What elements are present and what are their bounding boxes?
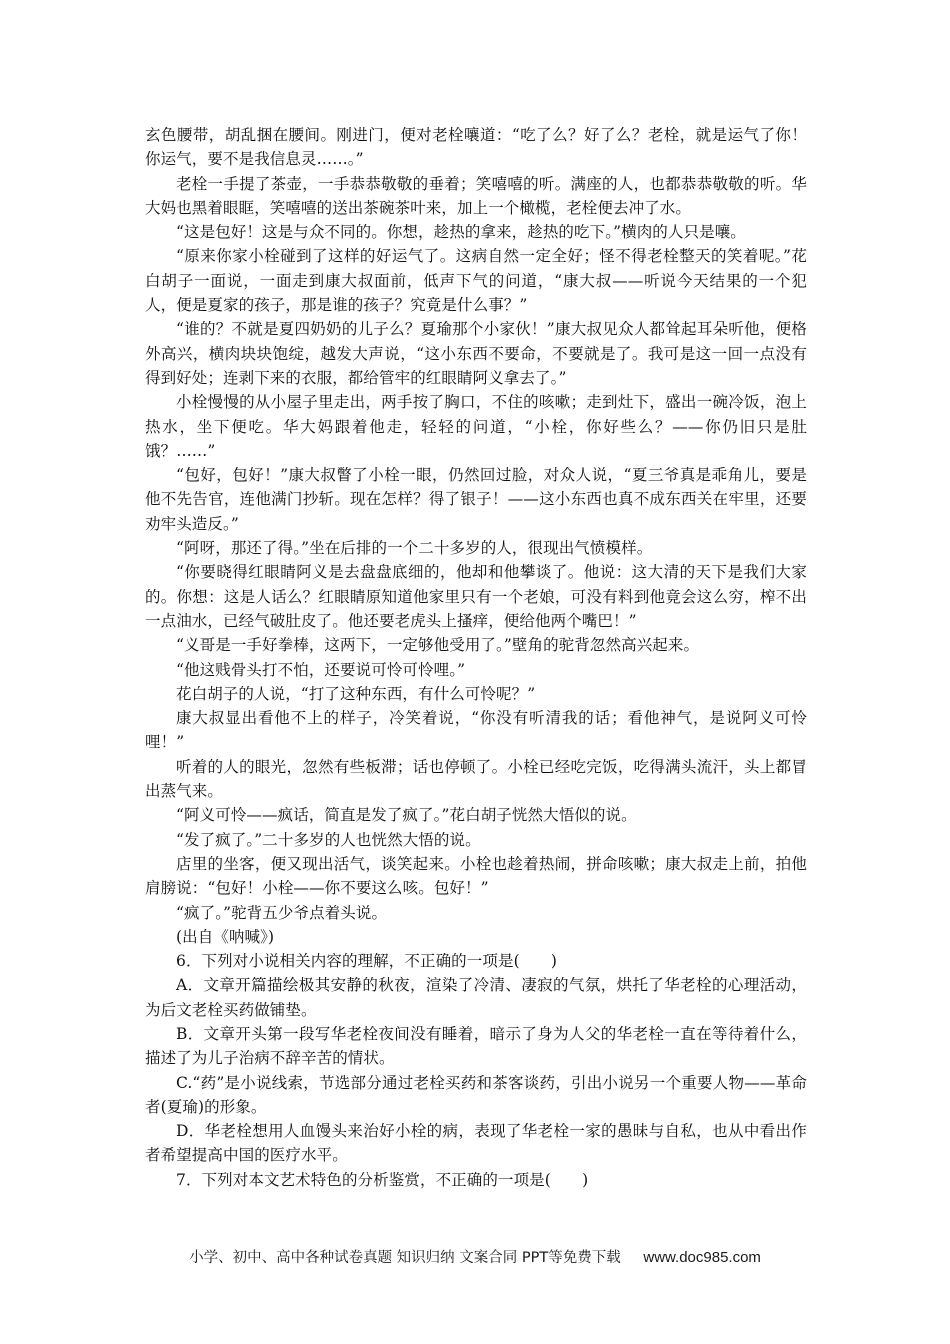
story-paragraph-12: 花白胡子的人说，“打了这种东西，有什么可怜呢？” <box>176 684 536 703</box>
story-paragraph-10: “义哥是一手好拳棒，这两下，一定够他受用了。”壁角的驼背忽然高兴起来。 <box>176 636 700 655</box>
story-paragraph-11: “他这贱骨头打不怕，还要说可怜可怜哩。” <box>176 660 466 679</box>
story-paragraph-17: 店里的坐客，便又现出活气，谈笑起来。小栓也趁着热闹，拼命咳嗽；康大叔走上前，拍他肩膀说：“包好！小栓——你不要这么咳。包好！” <box>145 854 807 898</box>
footer-link[interactable]: www.doc985.com <box>643 1249 761 1266</box>
question-6-option-b: B．文章开头第一段写华老栓夜间没有睡着，暗示了身为人父的华老栓一直在等待着什么，描述了为儿子治病不辞辛苦的情状。 <box>145 1024 807 1068</box>
story-paragraph-5: “谁的？不就是夏四奶奶的儿子么？夏瑜那个小家伙！”康大叔见众人都耸起耳朵听他，便格外高兴，横肉块块饱绽，越发大声说，“这小东西不要命，不要就是了。我可是这一回一点没有得到好处；连剥下来的衣服，都给管牢的红眼睛阿义拿去了。” <box>145 320 807 387</box>
story-paragraph-15: “阿义可怜——疯话，简直是发了疯了。”花白胡子恍然大悟似的说。 <box>176 806 637 825</box>
question-6-option-d: D．华老栓想用人血馒头来治好小栓的病，表现了华老栓一家的愚昧与自私，也从中看出作者希望提高中国的医疗水平。 <box>145 1122 807 1165</box>
story-paragraph-2: 老栓一手提了茶壶，一手恭恭敬敬的垂着；笑嘻嘻的听。满座的人，也都恭恭敬敬的听。华大妈也黑着眼眶，笑嘻嘻的送出茶碗茶叶来，加上一个橄榄，老栓便去冲了水。 <box>145 174 807 217</box>
page-footer <box>0 1246 950 1267</box>
story-paragraph-1: 玄色腰带，胡乱捆在腰间。刚进门，便对老栓嚷道：“吃了么？好了么？老栓，就是运气了你！你运气，要不是我信息灵……。” <box>145 126 807 169</box>
story-paragraph-6: 小栓慢慢的从小屋子里走出，两手按了胸口，不住的咳嗽；走到灶下，盛出一碗冷饭，泡上热水，坐下便吃。华大妈跟着他走，轻轻的问道，“小栓，你好些么？——你仍旧只是肚饿？……” <box>145 393 807 460</box>
story-paragraph-13: 康大叔显出看他不上的样子，冷笑着说，“你没有听清我的话；看他神气，是说阿义可怜哩！” <box>145 709 807 752</box>
story-text <box>145 123 807 1192</box>
story-paragraph-9: “你要晓得红眼睛阿义是去盘盘底细的，他却和他攀谈了。他说：这大清的天下是我们大家的。你想：这是人话么？红眼睛原知道他家里只有一个老娘，可没有料到他竟会这么穷，榨不出一点油水，已经气破肚皮了。他还要老虎头上搔痒，便给他两个嘴巴！” <box>145 563 807 630</box>
story-paragraph-16: “发了疯了。”二十多岁的人也恍然大悟的说。 <box>176 830 481 849</box>
footer-text: 小学、初中、高中各种试卷真题 知识归纳 文案合同 PPT等免费下载 <box>189 1250 621 1266</box>
story-paragraph-7: “包好，包好！”康大叔瞥了小栓一眼，仍然回过脸，对众人说，“夏三爷真是乖角儿，要是他不先告官，连他满门抄斩。现在怎样？得了银子！——这小东西也真不成东西关在牢里，还要劝牢头造反。” <box>145 466 807 533</box>
story-paragraph-14: 听着的人的眼光，忽然有些板滞；话也停顿了。小栓已经吃完饭，吃得满头流汗，头上都冒出蒸气来。 <box>145 757 807 801</box>
question-6-option-a: A．文章开篇描绘极其安静的秋夜，渲染了冷清、凄寂的气氛，烘托了华老栓的心理活动，为后文老栓买药做铺垫。 <box>145 976 807 1019</box>
question-7-stem: 7．下列对本文艺术特色的分析鉴赏，不正确的一项是( ) <box>176 1170 589 1189</box>
story-paragraph-8: “阿呀，那还了得。”坐在后排的一个二十多岁的人，很现出气愤模样。 <box>176 539 653 558</box>
story-paragraph-18: “疯了。”驼背五少爷点着头说。 <box>176 903 388 922</box>
question-6-option-c: C.“药”是小说线索，节选部分通过老栓买药和茶客谈药，引出小说另一个重要人物——革命者(夏瑜)的形象。 <box>145 1073 807 1116</box>
story-source: (出自《呐喊》) <box>176 927 275 946</box>
story-paragraph-4: “原来你家小栓碰到了这样的好运气了。这病自然一定全好；怪不得老栓整天的笑着呢。”花白胡子一面说，一面走到康大叔面前，低声下气的问道，“康大叔——听说今天结果的一个犯人，便是夏家的孩子，那是谁的孩子？究竟是什么事？” <box>145 247 807 315</box>
question-6-stem: 6．下列对小说相关内容的理解，不正确的一项是( ) <box>176 952 558 971</box>
story-paragraph-3: “这是包好！这是与众不同的。你想，趁热的拿来，趁热的吃下。”横肉的人只是嚷。 <box>176 223 746 242</box>
